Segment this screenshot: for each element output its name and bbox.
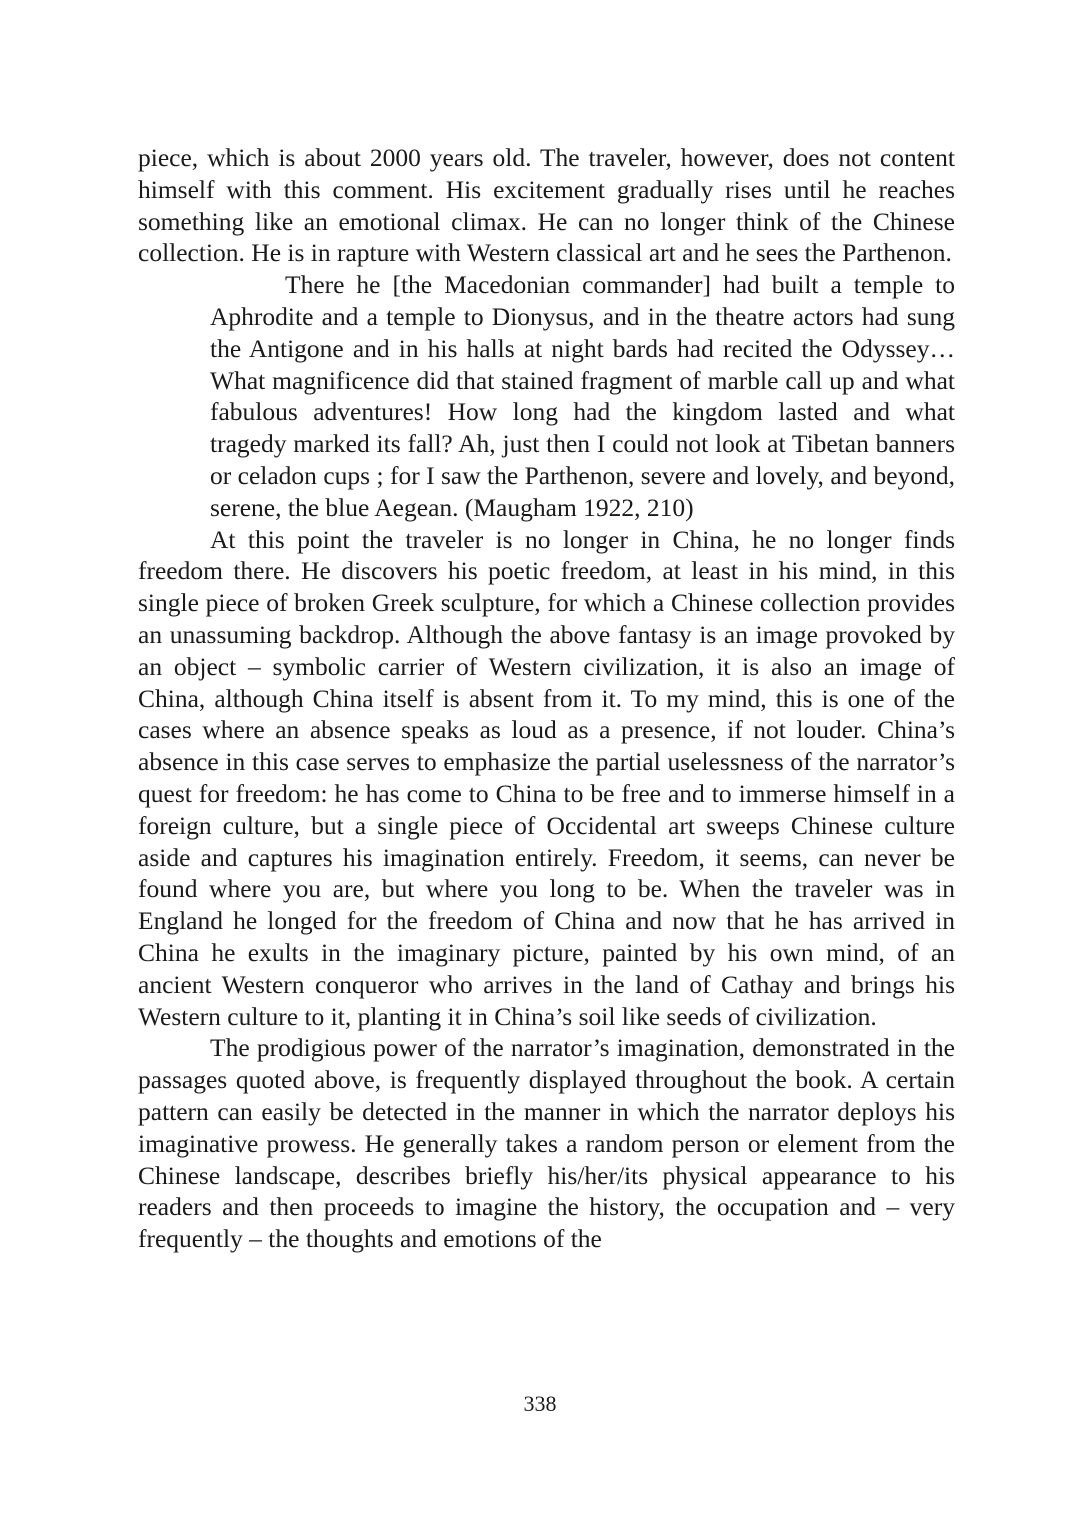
paragraph-narrator-imagination: The prodigious power of the narrator’s imagination, demonstrated in the passages quoted above, is frequently displayed throughout the book. A certain pattern can easily be detected in the manner in which the narrator deploys his imaginative prowess. He generally takes a random person or element from the Chinese landscape, describes briefly his/her/its physical appearance to his readers and then proceeds to imagine the history, the occupation and – very frequently – the thoughts and emotions of the — [138, 1033, 955, 1254]
page-body — [138, 142, 955, 1255]
page-number: 338 — [523, 1391, 557, 1416]
paragraph-absence-of-china: At this point the traveler is no longer in China, he no longer finds freedom there. He discovers his poetic freedom, at least in his mind, in this single piece of broken Greek sculpture, for which a Chinese collection provides an unassuming backdrop. Although the above fantasy is an image provoked by an object – symbolic carrier of Western civilization, it is also an image of China, although China itself is absent from it. To my mind, this is one of the cases where an absence speaks as loud as a presence, if not louder. China’s absence in this case serves to emphasize the partial uselessness of the narrator’s quest for freedom: he has come to China to be free and to immerse himself in a foreign culture, but a single piece of Occidental art sweeps Chinese culture aside and captures his imagination entirely. Freedom, it seems, can never be found where you are, but where you long to be. When the traveler was in England he longed for the freedom of China and now that he has arrived in China he exults in the imaginary picture, painted by his own mind, of an ancient Western conqueror who arrives in the land of Cathay and brings his Western culture to it, planting it in China’s soil like seeds of civilization. — [138, 524, 955, 1031]
block-quote-text: There he [the Macedonian commander] had built a temple to Aphrodite and a temple to Dionysus, and in the theatre actors had sung the Antigone and in his halls at night bards had recited the Odyssey… What magnificence did that stained fragment of marble call up and what fabulous adventures! How long had the kingdom lasted and what tragedy marked its fall? Ah, just then I could not look at Tibetan banners or celadon cups ; for I saw the Parthenon, severe and lovely, and beyond, serene, the blue Aegean. (Maugham 1922, 210) — [210, 270, 955, 522]
paragraph-continuation: piece, which is about 2000 years old. The traveler, however, does not content himself with this comment. His excitement gradually rises until he reaches something like an emotional climax. He can no longer think of the Chinese collection. He is in rapture with Western classical art and he sees the Parthenon. — [138, 143, 955, 268]
block-quote — [138, 269, 955, 523]
